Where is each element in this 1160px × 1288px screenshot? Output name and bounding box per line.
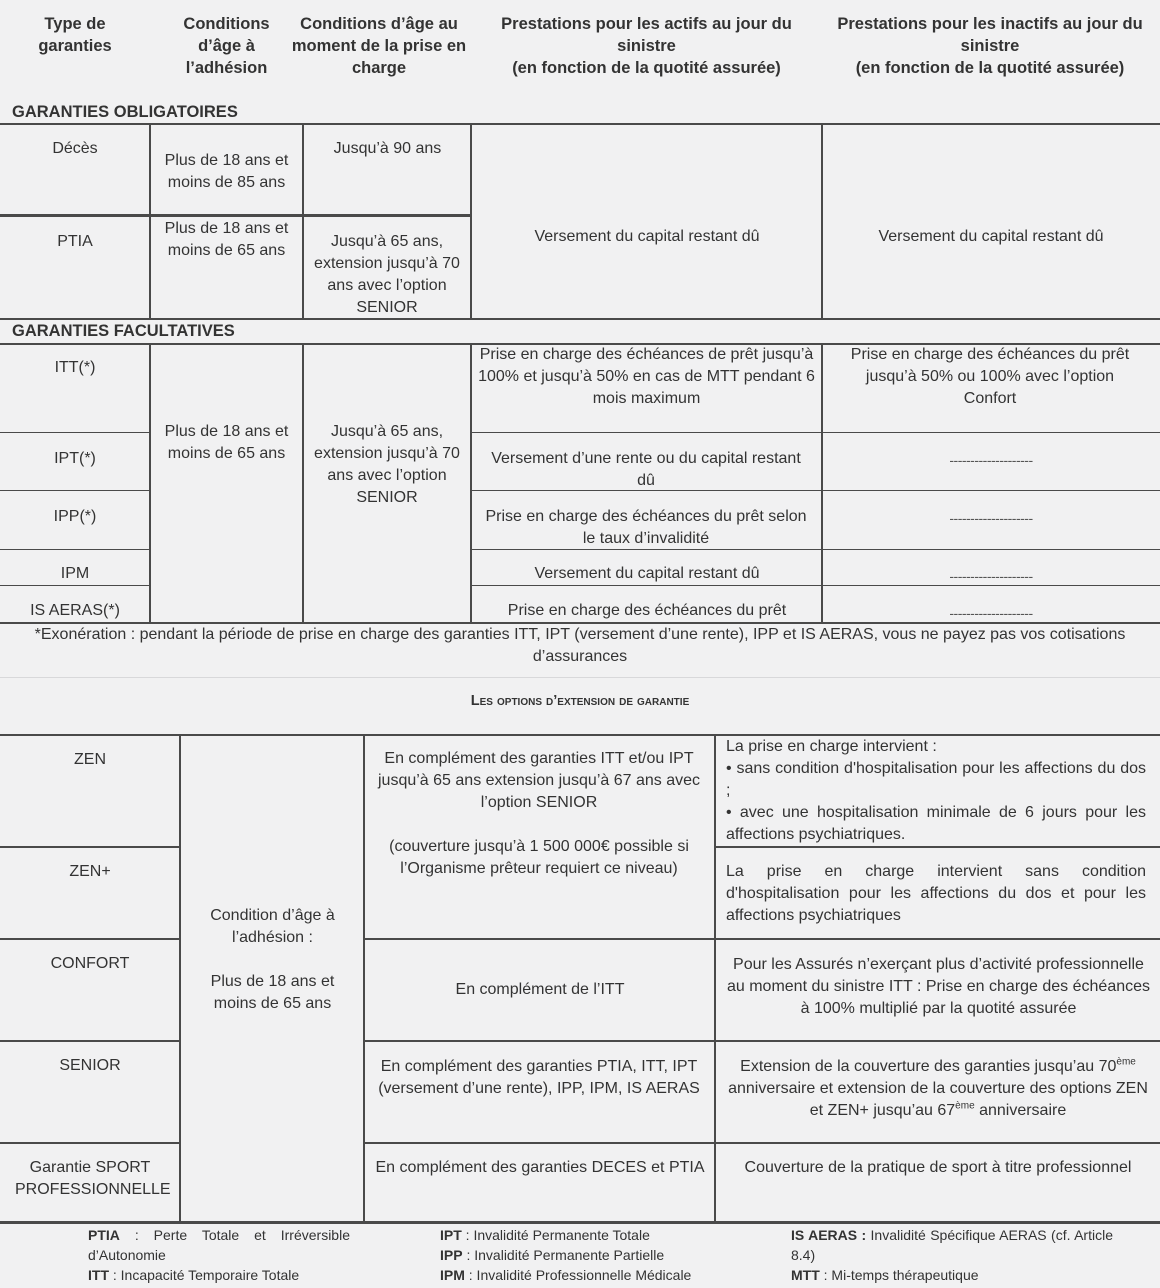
ipp-type: IPP(*) — [53, 508, 97, 525]
ipm-type: IPM — [60, 565, 90, 582]
itt-type: ITT(*) — [54, 359, 96, 376]
ptia-type: PTIA — [57, 233, 93, 250]
itt-inactifs: Prise en charge des échéances du prêt jusqu’à 50% ou 100% avec l’option Confort — [850, 346, 1130, 407]
divider — [0, 677, 1160, 678]
divider — [714, 734, 716, 1222]
ipt-type: IPT(*) — [54, 450, 96, 467]
glossary-ptia: PTIA : Perte Totale et Irréversible d’Autonomie — [88, 1227, 350, 1263]
ptia-adhesion: Plus de 18 ans et moins de 65 ans — [164, 220, 289, 259]
ipm-actifs: Versement du capital restant dû — [534, 565, 760, 582]
divider — [363, 734, 365, 1222]
divider — [471, 585, 1160, 586]
divider — [0, 846, 180, 848]
zen-plus-detail: La prise en charge intervient sans condition d'hospitalisation pour les affections du dos et pour les affections psychiatriques — [726, 863, 1146, 924]
divider — [0, 1040, 180, 1042]
option-confort-name: CONFORT — [50, 955, 130, 972]
divider — [0, 432, 150, 433]
facultatives-adhesion: Plus de 18 ans et moins de 65 ans — [164, 423, 289, 462]
ipt-actifs: Versement d’une rente ou du capital restant dû — [491, 450, 801, 489]
divider — [0, 585, 150, 586]
ptia-prise-en-charge: Jusqu’à 65 ans, extension jusqu’à 70 ans avec l’option SENIOR — [314, 233, 460, 316]
divider — [715, 846, 1160, 848]
option-sport-name: Garantie SPORT PROFESSIONNELLE — [15, 1159, 171, 1198]
divider — [364, 1040, 1160, 1042]
obligatoires-inactifs: Versement du capital restant dû — [878, 228, 1104, 245]
section-garanties-facultatives: GARANTIES FACULTATIVES — [12, 322, 235, 340]
zen-detail: La prise en charge intervient : • sans condition d'hospitalisation pour les affections du dos ; • avec une hospitalisation minimale de 6 jours pour les affections psychiatriques. — [726, 738, 1146, 843]
divider — [0, 1221, 1160, 1224]
ipt-inactifs: -------------------- — [949, 452, 1033, 468]
header-conditions-adhesion: Conditions d’âge à l’adhésion — [183, 15, 270, 77]
is-aeras-inactifs: -------------------- — [949, 605, 1033, 621]
divider — [821, 123, 823, 319]
options-adhesion: Condition d’âge à l’adhésion : Plus de 18 ans et moins de 65 ans — [210, 907, 335, 1012]
glossary-ipp: IPP : Invalidité Permanente Partielle — [440, 1247, 665, 1263]
divider — [0, 214, 471, 217]
zen-complement: En complément des garanties ITT et/ou IPT jusqu’à 65 ans extension jusqu’à 67 ans avec l’option SENIOR (couverture jusqu’à 1 500 000€ possible si l’Organisme prêteur requiert ce niveau) — [378, 750, 700, 877]
divider — [0, 1142, 180, 1144]
divider — [302, 343, 304, 623]
divider — [179, 734, 181, 1222]
option-zen-name: ZEN — [74, 751, 106, 768]
divider — [364, 1142, 1160, 1144]
glossary-ipt: IPT : Invalidité Permanente Totale — [440, 1227, 650, 1243]
divider — [0, 123, 1160, 125]
section-garanties-obligatoires: GARANTIES OBLIGATOIRES — [12, 103, 238, 121]
header-prestations-actifs: Prestations pour les actifs au jour du sinistre (en fonction de la quotité assurée) — [501, 15, 792, 77]
divider — [0, 938, 180, 940]
header-prestations-inactifs: Prestations pour les inactifs au jour du sinistre (en fonction de la quotité assurée) — [837, 15, 1143, 77]
senior-complement: En complément des garanties PTIA, ITT, IPT (versement d’une rente), IPP, IPM, IS AERAS — [378, 1058, 700, 1097]
option-senior-name: SENIOR — [59, 1057, 121, 1074]
ipp-actifs: Prise en charge des échéances du prêt selon le taux d’invalidité — [485, 508, 807, 547]
sport-complement: En complément des garanties DECES et PTIA — [375, 1159, 705, 1176]
itt-actifs: Prise en charge des échéances de prêt jusqu’à 100% et jusqu’à 50% en cas de MTT pendant 6 mois maximum — [478, 346, 815, 407]
exoneration-note: *Exonération : pendant la période de prise en charge des garanties ITT, IPT (versement d’une rente), IPP et IS AERAS, vous ne payez pas vos cotisations d’assurances — [34, 626, 1126, 665]
is-aeras-actifs: Prise en charge des échéances du prêt — [507, 602, 787, 619]
glossary-ipm: IPM : Invalidité Professionnelle Médicale — [440, 1267, 692, 1283]
senior-detail: Extension de la couverture des garanties jusqu’au 70ème anniversaire et extension de la couverture des options ZEN et ZEN+ jusqu’au 67ème anniversaire — [728, 1056, 1148, 1119]
confort-detail: Pour les Assurés n’exerçant plus d’activité professionnelle au moment du sinistre ITT : Prise en charge des échéances à 100% multiplié par la quotité assurée — [726, 956, 1151, 1017]
divider — [364, 938, 1160, 940]
divider — [471, 432, 1160, 433]
obligatoires-actifs: Versement du capital restant dû — [534, 228, 760, 245]
deces-type: Décès — [52, 140, 98, 157]
divider — [0, 549, 150, 550]
sport-detail: Couverture de la pratique de sport à titre professionnel — [744, 1159, 1132, 1176]
divider — [0, 318, 1160, 320]
is-aeras-type: IS AERAS(*) — [30, 602, 120, 619]
options-title: Les options d’extension de garantie — [470, 693, 690, 709]
divider — [0, 490, 150, 491]
option-zen-plus-name: ZEN+ — [69, 863, 111, 880]
deces-prise-en-charge: Jusqu’à 90 ans — [333, 140, 442, 157]
facultatives-prise-en-charge: Jusqu’à 65 ans, extension jusqu’à 70 ans avec l’option SENIOR — [314, 423, 460, 506]
glossary-itt: ITT : Incapacité Temporaire Totale — [88, 1267, 300, 1283]
header-conditions-prise-en-charge: Conditions d’âge au moment de la prise en charge — [291, 15, 467, 77]
glossary-mtt: MTT : Mi-temps thérapeutique — [791, 1267, 979, 1283]
ipp-inactifs: -------------------- — [949, 510, 1033, 526]
confort-complement: En complément de l’ITT — [455, 981, 625, 998]
glossary-is-aeras: IS AERAS : Invalidité Spécifique AERAS (cf. Article 8.4) — [791, 1227, 1113, 1263]
ipm-inactifs: -------------------- — [949, 568, 1033, 584]
header-type-garanties: Type de garanties — [38, 15, 112, 55]
deces-adhesion: Plus de 18 ans et moins de 85 ans — [164, 152, 289, 191]
